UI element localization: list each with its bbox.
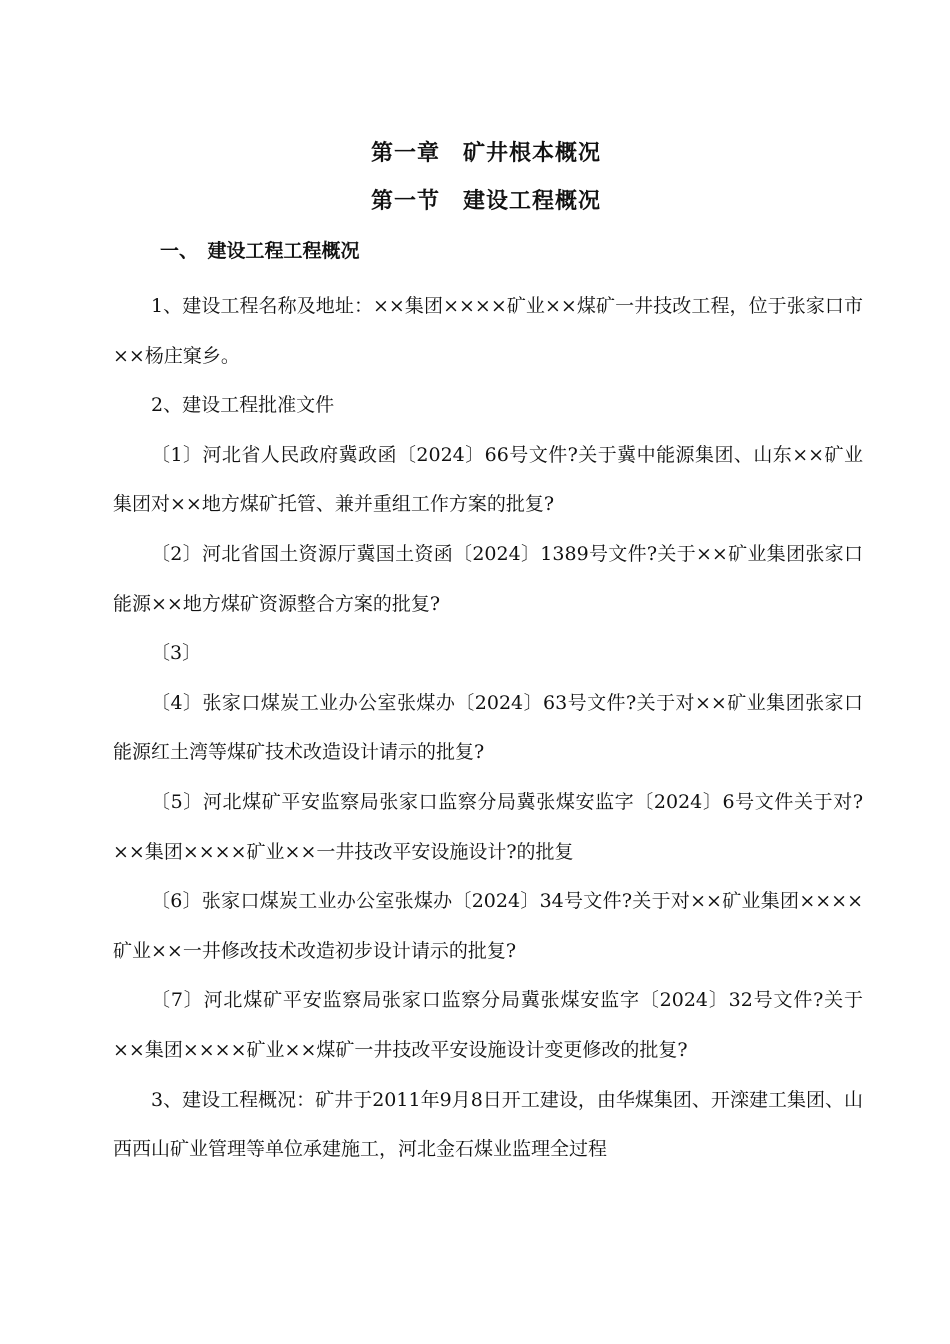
body-text [113, 282, 863, 1175]
paragraph-approval-5: 〔5〕河北煤矿平安监察局张家口监察分局冀张煤安监字〔2024〕6号文件关于对?××集团××××矿业××一井技改平安设施设计?的批复 [113, 790, 863, 863]
paragraph-approval-2: 〔2〕河北省国土资源厅冀国土资函〔2024〕1389号文件?关于××矿业集团张家口能源××地方煤矿资源整合方案的批复? [113, 542, 863, 615]
paragraph-approval-1: 〔1〕河北省人民政府冀政函〔2024〕66号文件?关于冀中能源集团、山东××矿业集团对××地方煤矿托管、兼并重组工作方案的批复? [113, 443, 863, 516]
sub-heading: 一、 建设工程工程概况 [160, 240, 360, 262]
paragraph-approval-4: 〔4〕张家口煤炭工业办公室张煤办〔2024〕63号文件?关于对××矿业集团张家口能源红土湾等煤矿技术改造设计请示的批复? [113, 691, 863, 764]
paragraph-approval-docs-heading: 2、建设工程批准文件 [151, 394, 335, 417]
paragraph-project-name: 1、建设工程名称及地址：××集团××××矿业××煤矿一井技改工程，位于张家口市××杨庄窠乡。 [113, 295, 863, 367]
chapter-title: 第一章 矿井根本概况 [370, 141, 601, 166]
section-title: 第一节 建设工程概况 [370, 189, 601, 214]
paragraph-approval-7: 〔7〕河北煤矿平安监察局张家口监察分局冀张煤安监字〔2024〕32号文件?关于××集团××××矿业××煤矿一井技改平安设施设计变更修改的批复? [113, 989, 863, 1061]
paragraph-project-overview: 3、建设工程概况：矿井于2011年9月8日开工建设，由华煤集团、开滦建工集团、山西西山矿业管理等单位承建施工，河北金石煤业监理全过程 [113, 1088, 863, 1161]
paragraph-approval-6: 〔6〕张家口煤炭工业办公室张煤办〔2024〕34号文件?关于对××矿业集团××××矿业××一井修改技术改造初步设计请示的批复? [113, 890, 863, 962]
paragraph-approval-3: 〔3〕 [151, 642, 202, 665]
